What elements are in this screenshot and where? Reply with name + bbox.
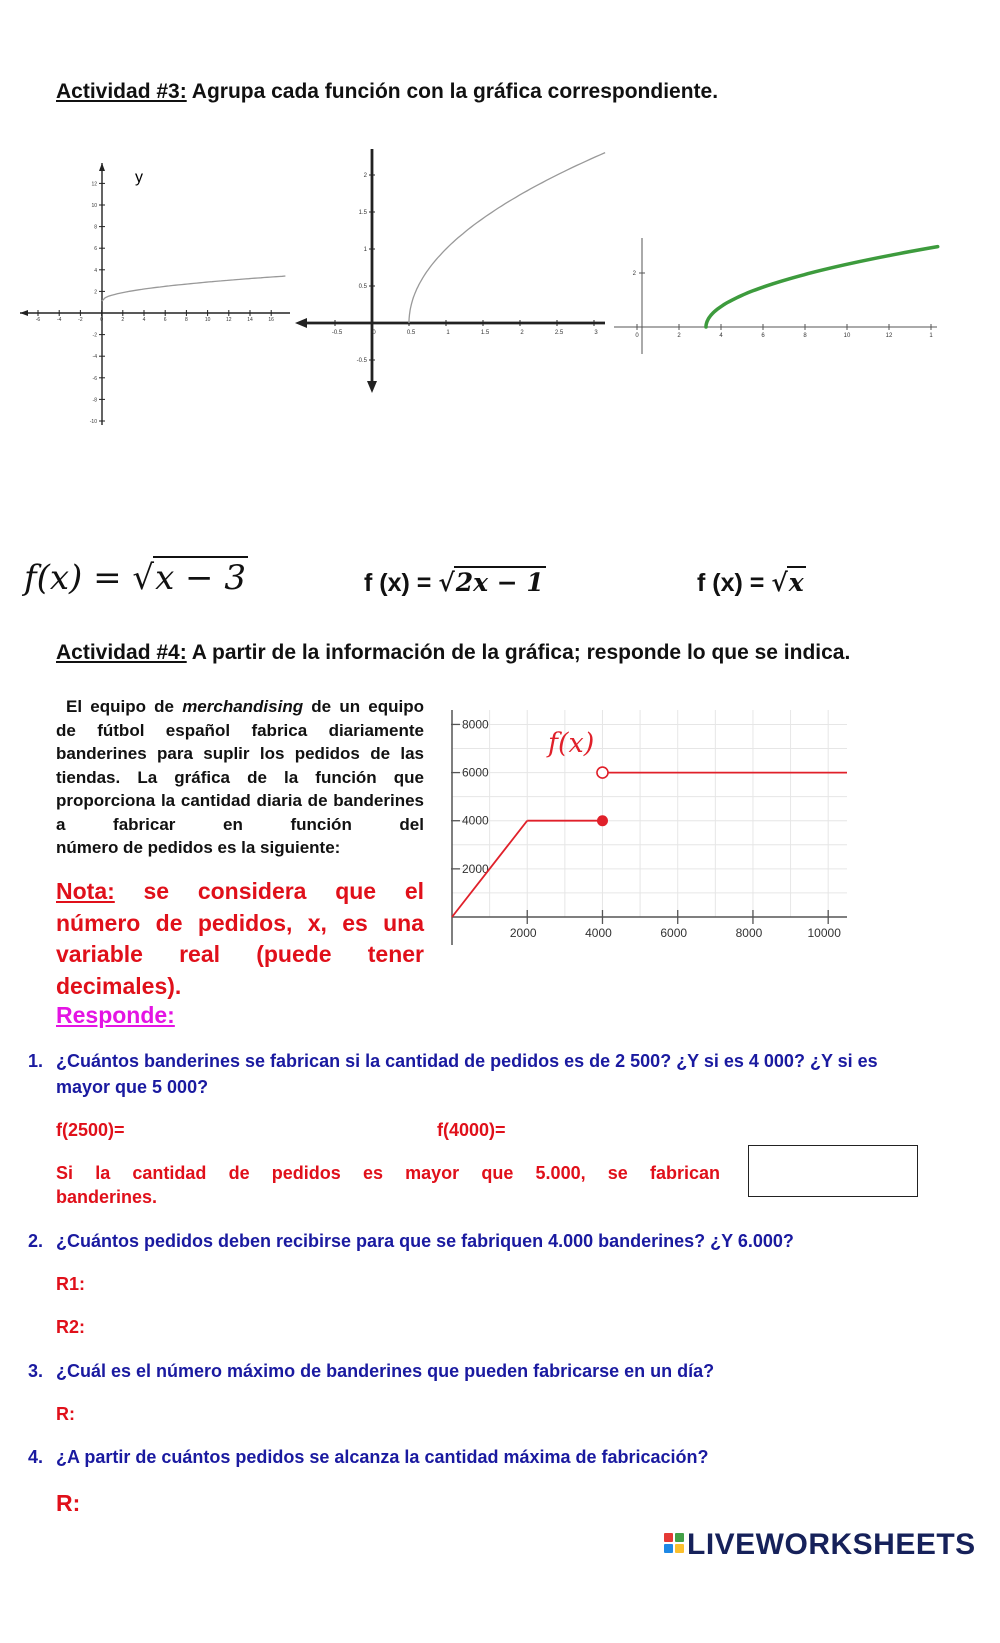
answer-f4000: f(4000)=	[437, 1120, 506, 1140]
graph-1-x-tick-label: -2	[78, 317, 83, 323]
graph-2-x-tick-label: 2.5	[554, 330, 564, 336]
logo-text: LIVEWORKSHEETS	[687, 1528, 976, 1561]
logo-icon-square	[664, 1544, 673, 1553]
answer-r1: R1:	[56, 1274, 86, 1294]
chart-x-tick-label: 8000	[735, 926, 763, 940]
graph-2-svg	[295, 145, 610, 400]
formula-2-lhs: f (x) =	[364, 569, 439, 597]
logo-icon-square	[675, 1544, 684, 1553]
formula-1-sqrt: √	[132, 558, 155, 598]
graph-1-y-tick-label: -6	[92, 375, 97, 382]
graph-1-x-tick-label: 8	[185, 317, 188, 323]
logo-icon	[664, 1533, 684, 1553]
graph-2-x-arrow	[295, 318, 307, 328]
answer-mayor-5000: Si la cantidad de pedidos es mayor que 5.000, se fabrican	[56, 1163, 720, 1183]
graph-1-y-label: y	[135, 169, 143, 186]
graph-1-x-arrow	[20, 310, 28, 316]
chart-x-tick-label: 10000	[807, 926, 841, 940]
formula-3-radicand: x	[788, 568, 804, 597]
graph-1-y-tick-label: 8	[94, 224, 97, 231]
graph-2-x-tick-label: 3	[594, 330, 598, 336]
question-1-number: 1.	[28, 1051, 44, 1071]
graph-1-y-tick-label: 10	[91, 203, 97, 209]
formula-2	[364, 566, 546, 598]
graph-1-y-tick-label: 6	[94, 246, 97, 253]
graph-2-curve	[409, 153, 605, 323]
nota	[56, 876, 424, 1002]
intro-last-line: número de pedidos es la siguiente:	[56, 838, 341, 857]
graph-1-y-tick-label: 12	[91, 181, 97, 188]
answer-r4: R:	[56, 1490, 81, 1516]
question-4-number: 4.	[28, 1447, 44, 1467]
fx-chart	[445, 705, 860, 955]
graph-2-x-tick-label: 1	[446, 330, 450, 336]
question-2	[28, 1228, 936, 1254]
question-4	[28, 1444, 936, 1470]
chart-y-tick-label: 8000	[462, 717, 489, 732]
answer-r3: R:	[56, 1404, 75, 1424]
activity4-heading	[56, 641, 850, 665]
graph-1-y-tick-label: -8	[92, 397, 97, 404]
formula-1-radicand: x − 3	[155, 558, 246, 598]
question-4-text: ¿A partir de cuántos pedidos se alcanza la cantidad máxima de fabricación?	[56, 1447, 709, 1467]
chart-y-tick-label: 4000	[462, 813, 489, 828]
question-3-text: ¿Cuál es el número máximo de banderines que pueden fabricarse en un día?	[56, 1361, 715, 1381]
graph-1-x-tick-label: 14	[247, 317, 253, 323]
graph-1-x-tick-label: -4	[56, 317, 62, 323]
graph-1-svg	[18, 155, 293, 435]
graph-3-y-tick-label: 2	[632, 271, 636, 277]
graph-3-x-tick-label: 4	[719, 333, 723, 339]
graph-3-x-tick-label: 2	[677, 333, 681, 339]
question-3-number: 3.	[28, 1361, 44, 1381]
question-1-text: ¿Cuántos banderines se fabrican si la cantidad de pedidos es de 2 500? ¿Y si es 4 000? ¿Y si es mayor que 5 000?	[56, 1051, 878, 1097]
graph-2-y-arrow	[367, 381, 377, 393]
nota-text: se considera que el número de pedidos, x, es una variable real (puede tener decimales).	[56, 878, 424, 999]
activity4-label: Actividad #4:	[56, 641, 187, 664]
graph-2-x-tick-label: 0.5	[406, 330, 416, 336]
graph-1-y-tick-label: 4	[94, 267, 97, 274]
question-3	[28, 1358, 936, 1384]
graph-3-x-tick-label: 1	[929, 333, 933, 339]
activity3-heading	[56, 80, 718, 104]
activity3-instruction: Agrupa cada función con la gráfica correspondiente.	[186, 80, 719, 103]
graph-2	[295, 145, 610, 400]
logo-icon-square	[675, 1533, 684, 1542]
graph-3-x-tick-label: 8	[803, 333, 807, 339]
graph-2-y-tick-label: 2	[363, 173, 367, 179]
liveworksheets-logo	[664, 1528, 976, 1562]
chart-y-tick-label: 2000	[462, 861, 489, 876]
chart-x-tick-label: 6000	[660, 926, 688, 940]
graph-1-y-tick-label: -2	[92, 332, 97, 339]
graph-2-y-tick-label: 1.5	[358, 210, 367, 216]
activity4-instruction: A partir de la información de la gráfica; responde lo que se indica.	[186, 641, 851, 664]
formula-1	[24, 556, 248, 598]
logo-icon-square	[664, 1533, 673, 1542]
formula-1-lhs: f(x) =	[24, 558, 133, 598]
formula-2-sqrt: √	[438, 568, 455, 597]
graph-3-svg	[612, 232, 942, 362]
question-1	[28, 1048, 936, 1100]
graph-1	[18, 155, 293, 435]
intro-pre: El equipo de	[66, 697, 183, 716]
graph-2-x-tick-label: -0.5	[331, 330, 343, 336]
graph-3-x-tick-label: 0	[635, 333, 639, 339]
intro-post: de un equipo de fútbol español fabrica diariamente banderines para suplir los pedidos de las tiendas. La gráfica de la función que proporciona la cantidad diaria de banderines a fabricar en función del	[56, 697, 424, 834]
chart-x-tick-label: 4000	[585, 926, 612, 940]
graph-2-y-tick-label: 0.5	[358, 284, 367, 290]
chart-annotation: f(x)	[548, 728, 595, 759]
graph-2-x-tick-label: 0	[372, 330, 376, 336]
chart-x-tick-label: 2000	[509, 926, 537, 940]
graph-1-curve	[102, 276, 285, 301]
chart-open-point	[597, 767, 608, 778]
graph-2-x-tick-label: 1.5	[480, 330, 490, 336]
graph-1-x-tick-label: 0	[100, 317, 103, 323]
graph-2-y-tick-label: 1	[363, 247, 367, 253]
graph-1-x-tick-label: 12	[226, 317, 232, 323]
graph-1-x-tick-label: 10	[204, 317, 211, 323]
graph-3	[612, 232, 942, 362]
graph-3-x-tick-label: 6	[761, 333, 765, 339]
graph-1-y-tick-label: -10	[89, 419, 97, 425]
graph-1-x-tick-label: 6	[163, 317, 167, 323]
answer-f2500: f(2500)=	[56, 1120, 125, 1140]
intro-paragraph	[56, 695, 424, 860]
formula-3-sqrt: √	[771, 568, 788, 597]
answer-r2: R2:	[56, 1317, 86, 1337]
nota-label: Nota:	[56, 878, 115, 904]
graph-3-x-tick-label: 12	[885, 333, 893, 339]
graph-3-x-tick-label: 10	[843, 333, 851, 339]
responde-label: Responde:	[56, 1002, 175, 1028]
formula-3	[697, 566, 806, 598]
chart-closed-point	[597, 815, 608, 826]
graph-1-x-tick-label: 2	[121, 317, 125, 323]
answer-box[interactable]	[748, 1145, 918, 1197]
graph-3-curve	[706, 247, 938, 327]
graph-1-x-tick-label: 4	[142, 317, 146, 323]
graph-2-y-tick-label: -0.5	[356, 358, 367, 364]
answer-mayor-5000-end: banderines.	[56, 1187, 158, 1207]
intro-emphasis: merchandising	[182, 697, 304, 716]
graph-1-y-tick-label: -4	[92, 354, 97, 361]
chart-container	[445, 705, 860, 960]
question-2-text: ¿Cuántos pedidos deben recibirse para que se fabriquen 4.000 banderines? ¿Y 6.000?	[56, 1231, 794, 1251]
formula-3-lhs: f (x) =	[697, 569, 772, 597]
graph-1-y-tick-label: 2	[94, 289, 97, 296]
graph-2-x-tick-label: 2	[520, 330, 524, 336]
formula-2-radicand: 2x − 1	[455, 568, 544, 597]
graph-1-y-arrow	[99, 163, 105, 171]
graph-1-x-tick-label: 16	[268, 317, 274, 323]
chart-y-tick-label: 6000	[462, 765, 489, 780]
activity3-label: Actividad #3:	[56, 80, 187, 103]
question-2-number: 2.	[28, 1231, 44, 1251]
graph-1-x-tick-label: -6	[35, 317, 41, 323]
